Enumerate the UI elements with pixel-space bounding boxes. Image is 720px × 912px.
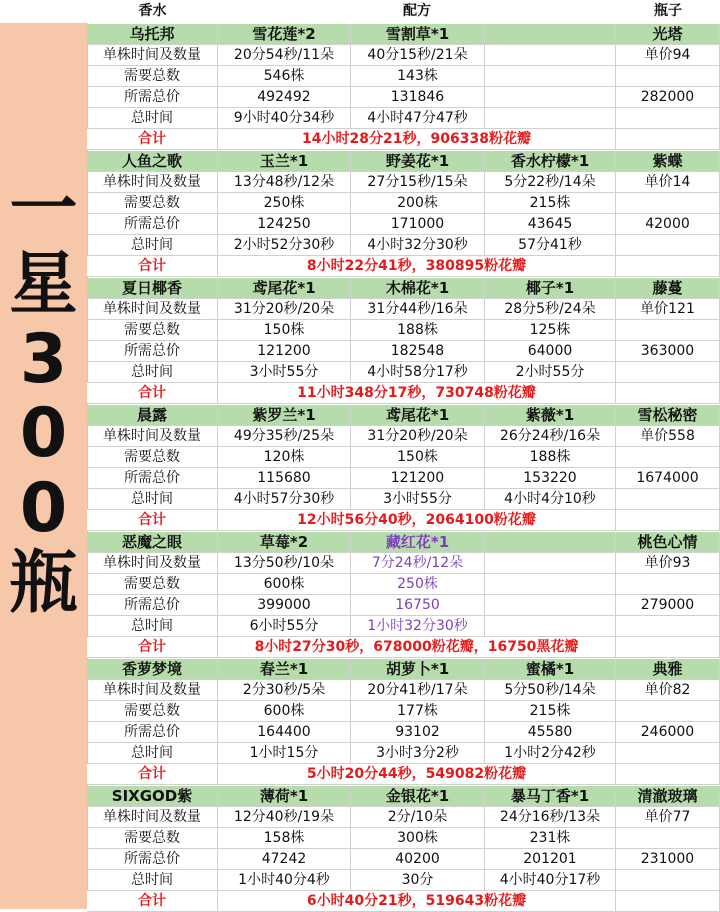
tier-title-char: 0	[19, 394, 68, 474]
row-label-cell[interactable]: 需要总数	[87, 320, 218, 341]
total-row	[87, 129, 720, 150]
tier-title-char: 星	[9, 244, 78, 324]
recipe-header-row	[87, 786, 720, 807]
recipe-data-row	[87, 172, 720, 193]
bottle-value-cell[interactable]: 363000	[616, 341, 720, 362]
tier-title-char: 瓶	[9, 543, 78, 623]
recipe-data-row	[87, 320, 720, 341]
recipe-data-row	[87, 87, 720, 108]
row-label-cell[interactable]: 需要总数	[87, 66, 218, 87]
value-cell[interactable]: 1小时40分4秒	[218, 870, 351, 891]
total-bottle-cell[interactable]	[616, 129, 720, 150]
total-summary-cell[interactable]: 8小时22分41秒，380895粉花瓣	[218, 256, 616, 277]
value-cell[interactable]: 30分	[351, 870, 485, 891]
recipe-data-row	[87, 214, 720, 235]
row-label-cell[interactable]: 需要总数	[87, 574, 218, 595]
perfume-name-cell[interactable]: SIXGOD紫	[87, 786, 218, 807]
bottle-name-cell[interactable]: 藤蔓	[616, 278, 720, 299]
value-cell[interactable]: 4小时58分17秒	[351, 362, 485, 383]
value-cell[interactable]: 546株	[218, 66, 351, 87]
value-cell[interactable]: 131846	[351, 87, 485, 108]
value-cell[interactable]: 43645	[485, 214, 616, 235]
value-cell[interactable]: 492492	[218, 87, 351, 108]
value-cell[interactable]: 121200	[218, 341, 351, 362]
value-cell[interactable]: 31分20秒/20朵	[218, 299, 351, 320]
value-cell[interactable]: 4小时47分47秒	[351, 108, 485, 129]
row-label-cell[interactable]: 总时间	[87, 235, 218, 256]
ingredient-name-cell[interactable]: 紫罗兰*1	[218, 405, 351, 426]
recipe-data-row	[87, 362, 720, 383]
row-label-cell[interactable]: 所需总价	[87, 341, 218, 362]
value-cell[interactable]: 3小时55分	[351, 489, 485, 510]
row-label-cell[interactable]: 所需总价	[87, 87, 218, 108]
row-label-cell[interactable]: 所需总价	[87, 595, 218, 616]
row-label-cell[interactable]: 需要总数	[87, 447, 218, 468]
value-cell[interactable]: 600株	[218, 574, 351, 595]
bottle-name-cell[interactable]: 桃色心情	[616, 532, 720, 553]
bottle-value-cell[interactable]	[616, 743, 720, 764]
ingredient-name-cell[interactable]: 草莓*2	[218, 532, 351, 553]
value-cell[interactable]: 2分30秒/5朵	[218, 680, 351, 701]
ingredient-name-cell[interactable]: 藏红花*1	[351, 532, 485, 553]
bottle-value-cell[interactable]: 单价77	[616, 807, 720, 828]
bottle-value-cell[interactable]	[616, 870, 720, 891]
row-label-cell[interactable]: 总时间	[87, 870, 218, 891]
value-cell[interactable]	[485, 87, 616, 108]
bottle-value-cell[interactable]: 1674000	[616, 468, 720, 489]
ingredient-name-cell[interactable]: 木棉花*1	[351, 278, 485, 299]
ingredient-name-cell[interactable]: 胡萝卜*1	[351, 659, 485, 680]
value-cell[interactable]: 4小时40分17秒	[485, 870, 616, 891]
recipe-header-row	[87, 405, 720, 426]
recipe-data-row	[87, 447, 720, 468]
value-cell[interactable]: 250株	[218, 193, 351, 214]
perfume-name-cell[interactable]: 夏日椰香	[87, 278, 218, 299]
value-cell[interactable]: 40200	[351, 849, 485, 870]
row-label-cell[interactable]: 总时间	[87, 362, 218, 383]
recipe-data-row	[87, 595, 720, 616]
total-bottle-cell[interactable]	[616, 383, 720, 404]
perfume-name-cell[interactable]: 晨露	[87, 405, 218, 426]
perfume-name-cell[interactable]: 香萝梦境	[87, 659, 218, 680]
row-label-cell[interactable]: 单株时间及数量	[87, 299, 218, 320]
recipe-data-row	[87, 426, 720, 447]
ingredient-name-cell[interactable]: 雪割草*1	[351, 24, 485, 45]
row-label-cell[interactable]: 单株时间及数量	[87, 680, 218, 701]
value-cell[interactable]: 1小时2分42秒	[485, 743, 616, 764]
total-row	[87, 764, 720, 785]
total-label-cell[interactable]: 合计	[87, 256, 218, 277]
ingredient-name-cell[interactable]: 薄荷*1	[218, 786, 351, 807]
bottle-value-cell[interactable]	[616, 447, 720, 468]
value-cell[interactable]: 115680	[218, 468, 351, 489]
value-cell[interactable]	[485, 66, 616, 87]
value-cell[interactable]: 150株	[351, 447, 485, 468]
value-cell[interactable]: 57分41秒	[485, 235, 616, 256]
recipe-data-row	[87, 553, 720, 574]
ingredient-name-cell[interactable]: 玉兰*1	[218, 151, 351, 172]
value-cell[interactable]: 4小时57分30秒	[218, 489, 351, 510]
row-label-cell[interactable]: 总时间	[87, 108, 218, 129]
value-cell[interactable]: 188株	[485, 447, 616, 468]
value-cell[interactable]: 13分48秒/12朵	[218, 172, 351, 193]
row-label-cell[interactable]: 总时间	[87, 743, 218, 764]
value-cell[interactable]: 2小时52分30秒	[218, 235, 351, 256]
tier-band	[0, 23, 88, 909]
value-cell[interactable]: 164400	[218, 722, 351, 743]
bottle-value-cell[interactable]: 单价121	[616, 299, 720, 320]
bottle-name-cell[interactable]: 雪松秘密	[616, 405, 720, 426]
ingredient-name-cell[interactable]: 野姜花*1	[351, 151, 485, 172]
value-cell[interactable]: 40分15秒/21朵	[351, 45, 485, 66]
value-cell[interactable]: 24分16秒/13朵	[485, 807, 616, 828]
value-cell[interactable]: 20分41秒/17朵	[351, 680, 485, 701]
header-bottle[interactable]: 瓶子	[616, 0, 720, 23]
value-cell[interactable]: 31分44秒/16朵	[351, 299, 485, 320]
ingredient-name-cell[interactable]: 香水柠檬*1	[485, 151, 616, 172]
total-bottle-cell[interactable]	[616, 256, 720, 277]
value-cell[interactable]: 125株	[485, 320, 616, 341]
value-cell[interactable]: 153220	[485, 468, 616, 489]
perfume-name-cell[interactable]: 乌托邦	[87, 24, 218, 45]
value-cell[interactable]: 3小时55分	[218, 362, 351, 383]
value-cell[interactable]: 158株	[218, 828, 351, 849]
recipe-data-row	[87, 108, 720, 129]
value-cell[interactable]: 124250	[218, 214, 351, 235]
bottle-name-cell[interactable]: 紫蝶	[616, 151, 720, 172]
bottle-value-cell[interactable]	[616, 320, 720, 341]
value-cell[interactable]: 231株	[485, 828, 616, 849]
recipe-data-row	[87, 680, 720, 701]
total-summary-cell[interactable]: 12小时56分40秒，2064100粉花瓣	[218, 510, 616, 531]
row-label-cell[interactable]: 单株时间及数量	[87, 807, 218, 828]
value-cell[interactable]: 13分50秒/10朵	[218, 553, 351, 574]
recipe-data-row	[87, 722, 720, 743]
value-cell[interactable]: 31分20秒/20朵	[351, 426, 485, 447]
recipe-data-row	[87, 849, 720, 870]
value-cell[interactable]: 171000	[351, 214, 485, 235]
bottle-value-cell[interactable]: 231000	[616, 849, 720, 870]
ingredient-name-cell[interactable]: 蜜橘*1	[485, 659, 616, 680]
recipe-data-row	[87, 828, 720, 849]
bottle-value-cell[interactable]: 单价82	[616, 680, 720, 701]
value-cell[interactable]: 600株	[218, 701, 351, 722]
total-row	[87, 383, 720, 404]
value-cell[interactable]: 215株	[485, 701, 616, 722]
row-label-cell[interactable]: 单株时间及数量	[87, 172, 218, 193]
value-cell[interactable]	[485, 45, 616, 66]
bottle-value-cell[interactable]	[616, 489, 720, 510]
ingredient-name-cell[interactable]: 雪花莲*2	[218, 24, 351, 45]
recipe-data-row	[87, 299, 720, 320]
tier-title	[0, 170, 87, 623]
recipe-data-row	[87, 616, 720, 637]
bottle-value-cell[interactable]	[616, 108, 720, 129]
recipe-header-row	[87, 151, 720, 172]
value-cell[interactable]	[485, 108, 616, 129]
ingredient-name-cell[interactable]: 鸢尾花*1	[218, 278, 351, 299]
recipe-data-row	[87, 743, 720, 764]
ingredient-name-cell[interactable]: 暴马丁香*1	[485, 786, 616, 807]
value-cell[interactable]: 16750	[351, 595, 485, 616]
perfume-name-cell[interactable]: 人鱼之歌	[87, 151, 218, 172]
total-bottle-cell[interactable]	[616, 637, 720, 658]
value-cell[interactable]: 4小时32分30秒	[351, 235, 485, 256]
recipe-data-row	[87, 235, 720, 256]
value-cell[interactable]: 49分35秒/25朵	[218, 426, 351, 447]
value-cell[interactable]: 200株	[351, 193, 485, 214]
recipe-data-row	[87, 66, 720, 87]
value-cell[interactable]	[485, 616, 616, 637]
value-cell[interactable]	[485, 574, 616, 595]
value-cell[interactable]: 7分24秒/12朵	[351, 553, 485, 574]
bottle-value-cell[interactable]: 单价94	[616, 45, 720, 66]
ingredient-name-cell[interactable]: 紫薇*1	[485, 405, 616, 426]
value-cell[interactable]: 9小时40分34秒	[218, 108, 351, 129]
total-label-cell[interactable]: 合计	[87, 510, 218, 531]
total-row	[87, 510, 720, 531]
perfume-name-cell[interactable]: 恶魔之眼	[87, 532, 218, 553]
total-summary-cell[interactable]: 11小时348分17秒，730748粉花瓣	[218, 383, 616, 404]
total-row	[87, 637, 720, 658]
value-cell[interactable]: 5分50秒/14朵	[485, 680, 616, 701]
bottle-value-cell[interactable]: 279000	[616, 595, 720, 616]
bottle-value-cell[interactable]	[616, 574, 720, 595]
value-cell[interactable]: 47242	[218, 849, 351, 870]
value-cell[interactable]: 250株	[351, 574, 485, 595]
row-label-cell[interactable]: 总时间	[87, 489, 218, 510]
bottle-value-cell[interactable]: 单价558	[616, 426, 720, 447]
total-bottle-cell[interactable]	[616, 764, 720, 785]
value-cell[interactable]: 120株	[218, 447, 351, 468]
ingredient-name-cell[interactable]: 鸢尾花*1	[351, 405, 485, 426]
value-cell[interactable]: 93102	[351, 722, 485, 743]
total-label-cell[interactable]: 合计	[87, 129, 218, 150]
bottle-value-cell[interactable]	[616, 193, 720, 214]
recipe-data-row	[87, 870, 720, 891]
bottle-value-cell[interactable]	[616, 235, 720, 256]
value-cell[interactable]: 28分5秒/24朵	[485, 299, 616, 320]
bottle-value-cell[interactable]: 282000	[616, 87, 720, 108]
value-cell[interactable]: 26分24秒/16朵	[485, 426, 616, 447]
ingredient-name-cell[interactable]: 椰子*1	[485, 278, 616, 299]
bottle-value-cell[interactable]	[616, 616, 720, 637]
value-cell[interactable]	[485, 553, 616, 574]
row-label-cell[interactable]: 需要总数	[87, 701, 218, 722]
bottle-name-cell[interactable]: 光塔	[616, 24, 720, 45]
value-cell[interactable]: 2小时55分	[485, 362, 616, 383]
recipe-data-row	[87, 193, 720, 214]
value-cell[interactable]: 3小时3分2秒	[351, 743, 485, 764]
total-summary-cell[interactable]: 14小时28分21秒，906338粉花瓣	[218, 129, 616, 150]
value-cell[interactable]: 399000	[218, 595, 351, 616]
row-label-cell[interactable]: 需要总数	[87, 828, 218, 849]
bottle-value-cell[interactable]: 单价14	[616, 172, 720, 193]
value-cell[interactable]: 121200	[351, 468, 485, 489]
value-cell[interactable]: 182548	[351, 341, 485, 362]
value-cell[interactable]: 4小时4分10秒	[485, 489, 616, 510]
value-cell[interactable]: 143株	[351, 66, 485, 87]
bottle-value-cell[interactable]	[616, 701, 720, 722]
bottle-value-cell[interactable]	[616, 362, 720, 383]
bottle-value-cell[interactable]	[616, 828, 720, 849]
tier-title-char: 一	[9, 170, 78, 249]
recipe-data-row	[87, 807, 720, 828]
value-cell[interactable]: 300株	[351, 828, 485, 849]
recipe-header-row	[87, 659, 720, 680]
row-label-cell[interactable]: 所需总价	[87, 849, 218, 870]
bottle-name-cell[interactable]: 清澈玻璃	[616, 786, 720, 807]
value-cell[interactable]: 27分15秒/15朵	[351, 172, 485, 193]
value-cell[interactable]: 1小时15分	[218, 743, 351, 764]
bottle-value-cell[interactable]	[616, 66, 720, 87]
bottle-value-cell[interactable]: 246000	[616, 722, 720, 743]
tier-title-char: 3	[19, 319, 68, 399]
bottle-value-cell[interactable]: 42000	[616, 214, 720, 235]
recipe-header-row	[87, 532, 720, 553]
ingredient-name-cell[interactable]: 春兰*1	[218, 659, 351, 680]
recipe-data-row	[87, 45, 720, 66]
value-cell[interactable]: 20分54秒/11朵	[218, 45, 351, 66]
value-cell[interactable]: 2分/10朵	[351, 807, 485, 828]
header-perfume[interactable]: 香水	[87, 0, 218, 23]
total-summary-cell[interactable]: 6小时40分21秒，519643粉花瓣	[218, 891, 616, 912]
value-cell[interactable]: 215株	[485, 193, 616, 214]
value-cell[interactable]: 188株	[351, 320, 485, 341]
total-label-cell[interactable]: 合计	[87, 891, 218, 912]
value-cell[interactable]: 64000	[485, 341, 616, 362]
total-summary-cell[interactable]: 8小时27分30秒，678000粉花瓣，16750黑花瓣	[218, 637, 616, 658]
value-cell[interactable]: 150株	[218, 320, 351, 341]
bottle-name-cell[interactable]: 典雅	[616, 659, 720, 680]
ingredient-name-cell[interactable]: 金银花*1	[351, 786, 485, 807]
total-label-cell[interactable]: 合计	[87, 637, 218, 658]
row-label-cell[interactable]: 所需总价	[87, 468, 218, 489]
header-recipe[interactable]: 配方	[218, 0, 616, 23]
total-bottle-cell[interactable]	[616, 510, 720, 531]
recipe-header-row	[87, 278, 720, 299]
bottle-value-cell[interactable]: 单价93	[616, 553, 720, 574]
recipe-data-row	[87, 574, 720, 595]
tier-title-char: 0	[19, 469, 68, 549]
value-cell[interactable]: 201201	[485, 849, 616, 870]
ingredient-name-cell[interactable]	[485, 532, 616, 553]
recipe-data-row	[87, 468, 720, 489]
total-label-cell[interactable]: 合计	[87, 383, 218, 404]
value-cell[interactable]: 177株	[351, 701, 485, 722]
total-label-cell[interactable]: 合计	[87, 764, 218, 785]
row-label-cell[interactable]: 所需总价	[87, 722, 218, 743]
value-cell[interactable]: 12分40秒/19朵	[218, 807, 351, 828]
row-label-cell[interactable]: 总时间	[87, 616, 218, 637]
value-cell[interactable]: 45580	[485, 722, 616, 743]
row-label-cell[interactable]: 单株时间及数量	[87, 426, 218, 447]
row-label-cell[interactable]: 单株时间及数量	[87, 45, 218, 66]
value-cell[interactable]: 6小时55分	[218, 616, 351, 637]
recipe-data-row	[87, 341, 720, 362]
total-summary-cell[interactable]: 5小时20分44秒，549082粉花瓣	[218, 764, 616, 785]
total-row	[87, 256, 720, 277]
value-cell[interactable]	[485, 595, 616, 616]
row-label-cell[interactable]: 所需总价	[87, 214, 218, 235]
row-label-cell[interactable]: 单株时间及数量	[87, 553, 218, 574]
value-cell[interactable]: 5分22秒/14朵	[485, 172, 616, 193]
row-label-cell[interactable]: 需要总数	[87, 193, 218, 214]
value-cell[interactable]: 1小时32分30秒	[351, 616, 485, 637]
recipe-data-row	[87, 489, 720, 510]
recipe-data-row	[87, 701, 720, 722]
ingredient-name-cell[interactable]	[485, 24, 616, 45]
recipe-header-row	[87, 24, 720, 45]
